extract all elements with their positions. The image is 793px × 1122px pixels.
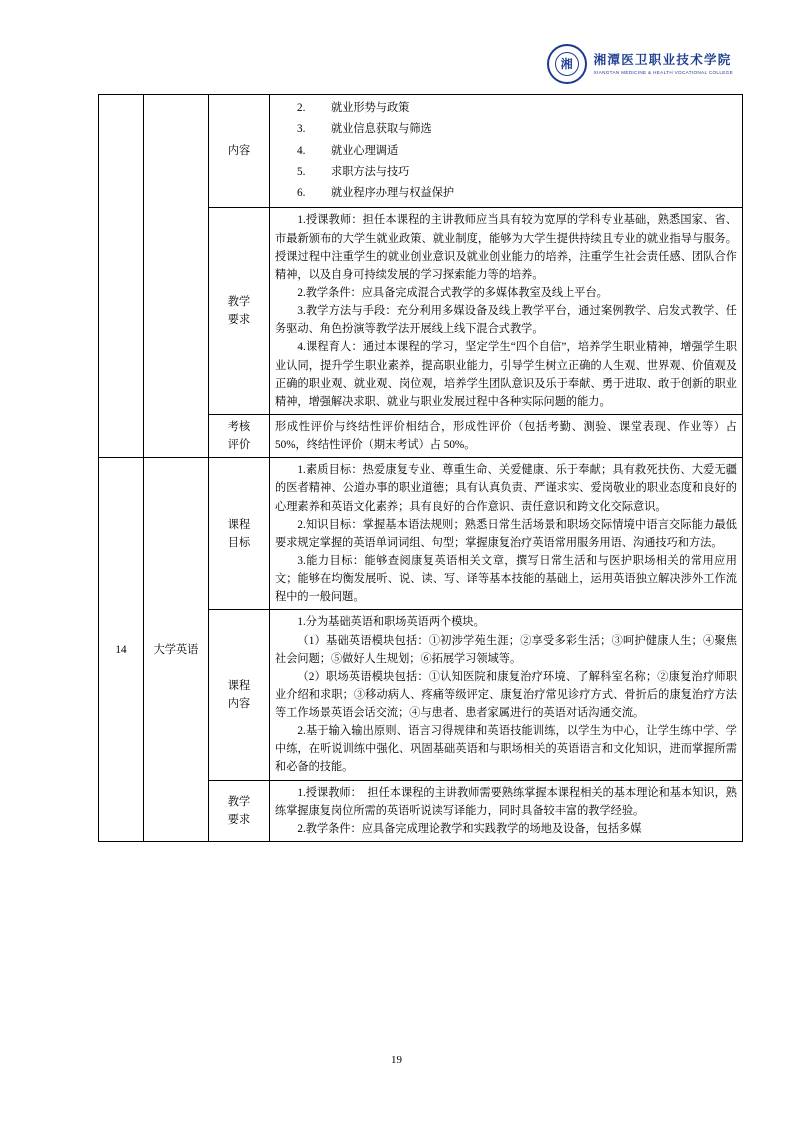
paragraph: 2.教学条件：应具备完成理论教学和实践教学的场地及设备，包括多媒 xyxy=(297,822,642,835)
list-item-number: 2. xyxy=(297,102,306,114)
label-line-2: 要求 xyxy=(227,813,251,826)
paragraph: （2）职场英语模块包括：①认知医院和康复治疗环境、了解科室名称；②康复治疗师职业介绍和求职；③移动病人、疼痛等级评定、康复治疗常见诊疗方式、骨折后的康复治疗方法等工作场景英语会话交流；④与患者、患者家属进行的英语对话沟通交流。 xyxy=(275,670,737,720)
label-line-1: 教学 xyxy=(227,795,251,808)
page-number: 19 xyxy=(391,1054,402,1066)
cell-body-course-content xyxy=(270,610,743,780)
paragraph: 2.基于输入输出原则、语言习得规律和英语技能训练，以学生为中心，让学生练中学、学中练，在听说训练中强化、巩固基础英语和与职场相关的英语语言和文化知识，进而掌握所需和必备的技能。 xyxy=(275,725,737,774)
logo-chinese-name: 湘潭医卫职业技术学院 xyxy=(593,53,732,68)
list-item xyxy=(275,119,737,140)
cell-body-assessment xyxy=(270,414,743,457)
table-row xyxy=(99,458,743,610)
curriculum-table xyxy=(98,94,743,842)
cell-course-name-blank xyxy=(144,95,209,458)
label-line-2: 目标 xyxy=(227,536,251,549)
cell-body-teaching-requirements xyxy=(270,208,743,415)
list-item xyxy=(275,141,737,162)
label-line-1: 教学 xyxy=(227,296,251,309)
cell-body-course-objectives xyxy=(270,458,743,610)
paragraph: 形成性评价与终结性评价相结合，形成性评价（包括考勤、测验、课堂表现、作业等）占 50%，终结性评价（期末考试）占 50%。 xyxy=(275,420,737,452)
paragraph: 4.课程育人：通过本课程的学习，坚定学生“四个自信”，培养学生职业精神，增强学生职业认同，提升学生职业素养，提高职业能力，引导学生树立正确的人生观、世界观、价值观及正确的职业观、就业观、岗位观，培养学生团队意识及乐于奉献、勇于进取、敢于创新的职业精神，增强解决求职、就业与职业发展过程中各种实际问题的能力。 xyxy=(275,341,737,408)
label-line-1: 课程 xyxy=(227,518,251,531)
logo-text-block xyxy=(594,53,733,75)
cell-label-teaching-requirements xyxy=(209,208,270,415)
paragraph: 2.教学条件：应具备完成混合式教学的多媒体教室及线上平台。 xyxy=(297,286,608,299)
table-row xyxy=(99,95,743,208)
paragraph: 3.能力目标：能够查阅康复英语相关文章，撰写日常生活和与医护职场相关的常用应用文；能够在均衡发展听、说、读、写、译等基本技能的基础上，运用英语独立解决涉外工作流程中的一般问题。 xyxy=(275,554,737,604)
cell-body-teaching-requirements-2 xyxy=(270,780,743,841)
label-line-1: 考核 xyxy=(227,420,251,433)
cell-label-content: 内容 xyxy=(209,95,270,208)
logo-emblem-icon xyxy=(547,44,587,84)
cell-label-course-content xyxy=(209,610,270,780)
logo-emblem-inner: 湘 xyxy=(555,52,579,76)
cell-label-assessment xyxy=(209,414,270,457)
list-item-label: 求职方法与技巧 xyxy=(331,165,410,178)
list-item-label: 就业信息获取与筛选 xyxy=(331,123,432,136)
paragraph: 1.授课教师： 担任本课程的主讲教师需要熟练掌握本课程相关的基本理论和基本知识，熟练掌握康复岗位所需的英语听说读写译能力，同时具备较丰富的教学经验。 xyxy=(275,786,737,817)
cell-body-content-list xyxy=(270,95,743,208)
list-item xyxy=(275,183,737,204)
paragraph: 3.教学方法与手段：充分利用多媒设备及线上教学平台，通过案例教学、启发式教学、任务驱动、角色扮演等教学法开展线上线下混合式教学。 xyxy=(275,305,737,336)
list-item-label: 就业程序办理与权益保护 xyxy=(331,187,455,200)
paragraph: 1.素质目标：热爱康复专业、尊重生命、关爱健康、乐于奉献；具有救死扶伤、大爱无疆的医者精神、公道办事的职业道德；具有认真负责、严谨求实、爱岗敬业的职业态度和良好的心理素养和英语文化素养；具有良好的合作意识、责任意识和跨文化交际意识。 xyxy=(275,464,737,513)
cell-course-name: 大学英语 xyxy=(144,458,209,842)
cell-course-no-blank xyxy=(99,95,144,458)
paragraph: 2.知识目标：掌握基本语法规则；熟悉日常生活场景和职场交际情境中语言交际能力最低要求规定掌握的英语单词词组、句型；掌握康复治疗英语常用服务用语、沟通技巧和方法。 xyxy=(275,518,737,549)
label-line-1: 课程 xyxy=(227,679,251,692)
list-item xyxy=(275,162,737,183)
cell-label-course-objectives xyxy=(209,458,270,610)
list-item-label: 就业心理调适 xyxy=(331,144,399,157)
list-item-number: 3. xyxy=(297,123,306,136)
label-line-2: 内容 xyxy=(227,697,251,710)
list-item xyxy=(275,98,737,119)
paragraph: 1.分为基础英语和职场英语两个模块。 xyxy=(297,616,485,629)
cell-label-teaching-requirements-2 xyxy=(209,780,270,841)
label-line-2: 评价 xyxy=(227,439,251,452)
paragraph: 1.授课教师：担任本课程的主讲教师应当具有较为宽厚的学科专业基础，熟悉国家、省、市最新颁布的大学生就业政策、就业制度，能够为大学生提供持续且专业的就业指导与服务。授课过程中注重学生的就业创业意识及就业创业能力的培养，注重学生社会责任感、团队合作精神，以及自身可持续发展的学习探索能力等的培养。 xyxy=(275,214,737,281)
paragraph: （1）基础英语模块包括：①初涉学苑生涯；②享受多彩生活；③呵护健康人生；④聚焦社会问题；⑤做好人生规划；⑥拓展学习领域等。 xyxy=(275,634,737,665)
list-item-number: 4. xyxy=(297,144,306,157)
college-logo xyxy=(547,44,733,84)
list-item-number: 5. xyxy=(297,165,306,178)
label-line-2: 要求 xyxy=(227,314,251,327)
list-item-number: 6. xyxy=(297,187,306,200)
content-number-list xyxy=(275,98,737,204)
list-item-label: 就业形势与政策 xyxy=(331,102,410,114)
cell-course-no: 14 xyxy=(99,458,144,842)
logo-english-name: XIANGTAN MEDICINE & HEALTH VOCATIONAL COLLEGE xyxy=(593,69,733,75)
